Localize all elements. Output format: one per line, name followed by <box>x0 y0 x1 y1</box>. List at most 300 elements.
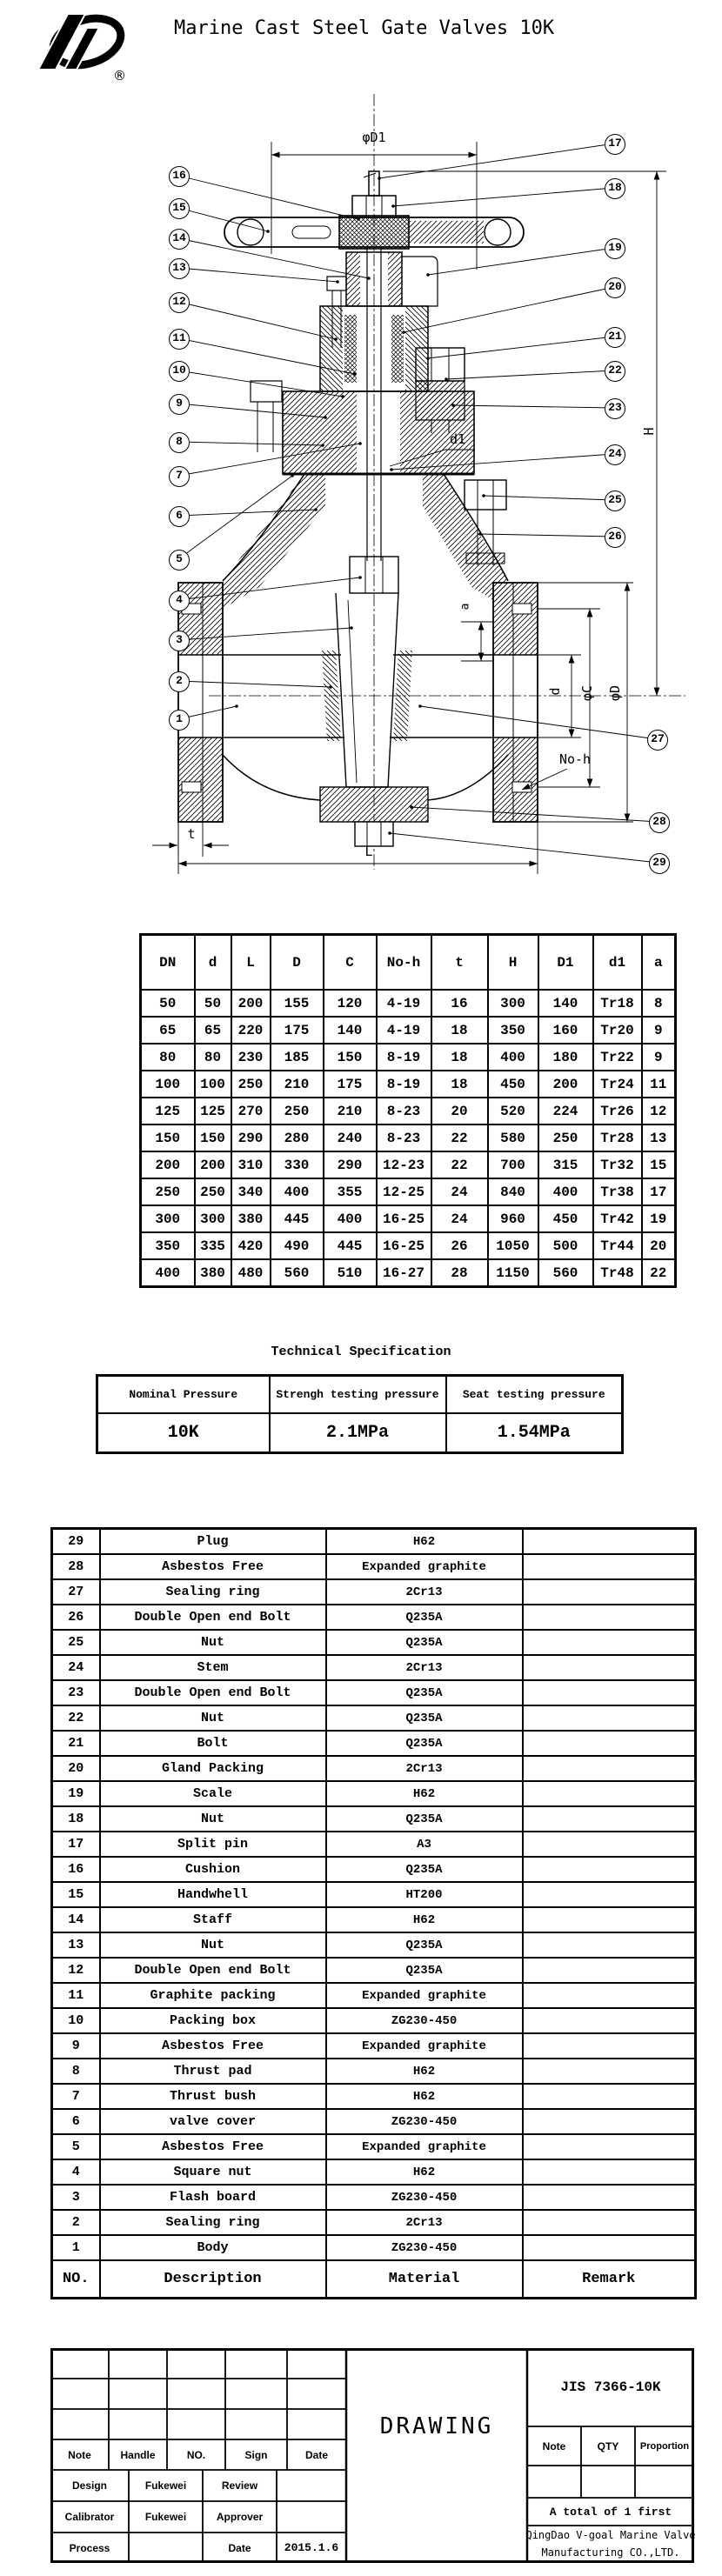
dim-table-cell: 4-19 <box>377 1017 431 1044</box>
bom-table-cell: 2Cr13 <box>326 2210 523 2235</box>
callout-16: 16 <box>169 166 190 187</box>
callout-9: 9 <box>169 394 190 415</box>
dim-table-cell: 200 <box>538 1071 593 1098</box>
callout-4: 4 <box>169 591 190 611</box>
bom-table-cell: 25 <box>52 1630 100 1655</box>
dim-table-cell: 12-23 <box>377 1151 431 1178</box>
dim-column-header: D1 <box>538 935 593 991</box>
dim-table-cell: 26 <box>431 1232 488 1259</box>
bom-table-cell <box>523 1932 696 1958</box>
bom-table-cell: Expanded graphite <box>326 1554 523 1579</box>
bom-table-cell <box>523 1958 696 1983</box>
dim-column-header: a <box>642 935 676 991</box>
bom-table-cell: Q235A <box>326 1705 523 1731</box>
dim-label-t: t <box>187 826 196 842</box>
bom-table-cell: Q235A <box>326 1680 523 1705</box>
bom-table-cell <box>523 1554 696 1579</box>
dim-table-cell: 300 <box>141 1205 195 1232</box>
tb-approver-label: Approver <box>216 2511 264 2523</box>
dim-table-cell: Tr20 <box>593 1017 642 1044</box>
bom-table-cell <box>523 2210 696 2235</box>
bom-table-cell: Packing box <box>100 2008 326 2033</box>
callout-14: 14 <box>169 229 190 250</box>
bom-table-cell: 10 <box>52 2008 100 2033</box>
bom-table-cell <box>523 2235 696 2260</box>
callout-21: 21 <box>605 327 625 348</box>
dim-table-cell: 200 <box>231 990 271 1017</box>
tb-handle-col-label: Handle <box>120 2448 156 2461</box>
bom-table-cell: Expanded graphite <box>326 1983 523 2008</box>
bom-table-cell <box>523 1630 696 1655</box>
dim-table-cell: 16 <box>431 990 488 1017</box>
dim-table-cell: 8-19 <box>377 1044 431 1071</box>
dim-table-cell: 400 <box>538 1178 593 1205</box>
dim-table-cell: 290 <box>231 1124 271 1151</box>
dim-table-cell: 120 <box>324 990 377 1017</box>
dim-table-cell: 490 <box>271 1232 324 1259</box>
dim-column-header: DN <box>141 935 195 991</box>
bom-table-cell: 26 <box>52 1605 100 1630</box>
bom-table-cell: Split pin <box>100 1832 326 1857</box>
dim-table-cell: 8 <box>642 990 676 1017</box>
callout-3: 3 <box>169 631 190 651</box>
dim-table-cell: 240 <box>324 1124 377 1151</box>
dim-table-cell: 100 <box>195 1071 231 1098</box>
dim-column-header: C <box>324 935 377 991</box>
bom-table-cell: Bolt <box>100 1731 326 1756</box>
bom-table-cell: HT200 <box>326 1882 523 1907</box>
dim-table-cell: 80 <box>195 1044 231 1071</box>
dim-table-cell: 580 <box>488 1124 538 1151</box>
dim-table-cell: 250 <box>231 1071 271 1098</box>
dim-table-cell: 210 <box>324 1098 377 1124</box>
bom-table-cell: Nut <box>100 1705 326 1731</box>
callout-20: 20 <box>605 277 625 298</box>
bom-table-cell: Q235A <box>326 1731 523 1756</box>
bom-table-cell: Double Open end Bolt <box>100 1958 326 1983</box>
dim-column-header: d <box>195 935 231 991</box>
dim-table-cell: Tr26 <box>593 1098 642 1124</box>
dim-table-cell: 150 <box>195 1124 231 1151</box>
dim-table-cell: 300 <box>488 990 538 1017</box>
dim-table-cell: 15 <box>642 1151 676 1178</box>
dim-column-header: L <box>231 935 271 991</box>
bom-column-header: NO. <box>52 2260 100 2299</box>
dim-table-cell: 500 <box>538 1232 593 1259</box>
dim-table-cell: 11 <box>642 1071 676 1098</box>
callout-2: 2 <box>169 671 190 692</box>
dim-label-d1: d1 <box>449 431 466 447</box>
bom-table-cell <box>523 2159 696 2185</box>
dim-label-phi-d: φD <box>607 684 623 702</box>
bom-table-cell: 2Cr13 <box>326 1579 523 1605</box>
bom-table-cell <box>523 1907 696 1932</box>
dim-table-cell: 18 <box>431 1017 488 1044</box>
bom-table-cell <box>523 2033 696 2059</box>
dim-label-a: a <box>458 603 472 611</box>
bom-column-header: Material <box>326 2260 523 2299</box>
callout-28: 28 <box>649 812 670 833</box>
callout-13: 13 <box>169 258 190 279</box>
dim-table-cell: 160 <box>538 1017 593 1044</box>
bom-table-cell <box>523 1731 696 1756</box>
bom-table-cell: 9 <box>52 2033 100 2059</box>
bom-table-cell <box>523 1605 696 1630</box>
dim-table-cell: 210 <box>271 1071 324 1098</box>
spec-value-cell: 2.1MPa <box>270 1413 446 1453</box>
callout-19: 19 <box>605 238 625 259</box>
tb-calibrator-name: Fukewei <box>144 2511 187 2523</box>
dim-table-cell: 12 <box>642 1098 676 1124</box>
bom-table-cell: 4 <box>52 2159 100 2185</box>
dim-table-cell: Tr22 <box>593 1044 642 1071</box>
callout-24: 24 <box>605 444 625 465</box>
bom-table-cell: 29 <box>52 1529 100 1555</box>
bom-table-cell: Stem <box>100 1655 326 1680</box>
dim-table-cell: 1050 <box>488 1232 538 1259</box>
tb-date-value: 2015.1.6 <box>284 2541 339 2554</box>
dim-column-header: No-h <box>377 935 431 991</box>
bom-column-header: Description <box>100 2260 326 2299</box>
dim-table-cell: 560 <box>271 1259 324 1287</box>
bom-table-cell: Gland Packing <box>100 1756 326 1781</box>
bom-table-cell: 2Cr13 <box>326 1756 523 1781</box>
dim-table-cell: 840 <box>488 1178 538 1205</box>
dim-table-cell: 300 <box>195 1205 231 1232</box>
spec-title: Technical Specification <box>271 1345 451 1359</box>
bom-table-cell: 2Cr13 <box>326 1655 523 1680</box>
dim-table-cell: 445 <box>324 1232 377 1259</box>
bom-table-cell: Q235A <box>326 1932 523 1958</box>
dim-table-cell: 125 <box>141 1098 195 1124</box>
dim-table-cell: 350 <box>141 1232 195 1259</box>
dim-table-cell: 355 <box>324 1178 377 1205</box>
tb-qty-note-label: Note <box>542 2439 566 2453</box>
dim-table-cell: 65 <box>195 1017 231 1044</box>
tb-qty-label: QTY <box>597 2439 619 2453</box>
bom-table-cell <box>523 2185 696 2210</box>
dim-table-cell: 18 <box>431 1071 488 1098</box>
spec-column-header: Nominal Pressure <box>97 1376 270 1414</box>
bom-table-cell <box>523 1832 696 1857</box>
bom-table-cell: 28 <box>52 1554 100 1579</box>
dim-table-cell: 180 <box>538 1044 593 1071</box>
dim-table-cell: 445 <box>271 1205 324 1232</box>
callout-12: 12 <box>169 292 190 313</box>
dim-table-cell: 12-25 <box>377 1178 431 1205</box>
tb-no-col-label: NO. <box>186 2448 206 2461</box>
dim-table-cell: 16-27 <box>377 1259 431 1287</box>
dim-table-cell: 250 <box>271 1098 324 1124</box>
bom-table-cell: ZG230-450 <box>326 2109 523 2134</box>
dim-table-cell: 330 <box>271 1151 324 1178</box>
dim-table-cell: Tr32 <box>593 1151 642 1178</box>
bom-table-cell <box>523 2109 696 2134</box>
parts-list-table <box>50 1527 697 2299</box>
callout-5: 5 <box>169 550 190 571</box>
dim-table-cell: Tr44 <box>593 1232 642 1259</box>
bom-table-cell <box>523 1882 696 1907</box>
callout-22: 22 <box>605 361 625 382</box>
bom-table-cell <box>523 1983 696 2008</box>
bom-table-cell: Graphite packing <box>100 1983 326 2008</box>
dim-table-cell: 22 <box>431 1124 488 1151</box>
bom-table-cell: Nut <box>100 1630 326 1655</box>
spec-value-cell: 1.54MPa <box>446 1413 623 1453</box>
bom-table-cell: Thrust pad <box>100 2059 326 2084</box>
bom-table-cell: Cushion <box>100 1857 326 1882</box>
dim-table-cell: 480 <box>231 1259 271 1287</box>
dim-table-cell: 224 <box>538 1098 593 1124</box>
bom-table-cell <box>523 1655 696 1680</box>
dim-table-cell: 200 <box>141 1151 195 1178</box>
dim-label-h: H <box>641 427 657 436</box>
dim-table-cell: 270 <box>231 1098 271 1124</box>
bom-table-cell <box>523 1680 696 1705</box>
bom-table-cell <box>523 1781 696 1806</box>
dim-table-cell: Tr42 <box>593 1205 642 1232</box>
dim-table-cell: 150 <box>141 1124 195 1151</box>
bom-table-cell: Body <box>100 2235 326 2260</box>
dim-table-cell: 8-19 <box>377 1071 431 1098</box>
dim-table-cell: 220 <box>231 1017 271 1044</box>
dim-table-cell: Tr24 <box>593 1071 642 1098</box>
bom-table-cell: 16 <box>52 1857 100 1882</box>
bom-table-cell: Staff <box>100 1907 326 1932</box>
bom-table-cell: Q235A <box>326 1857 523 1882</box>
tb-company-line2: Manufacturing CO.,LTD. <box>541 2546 680 2559</box>
dim-table-cell: 24 <box>431 1178 488 1205</box>
dim-table-cell: 560 <box>538 1259 593 1287</box>
dim-table-cell: 125 <box>195 1098 231 1124</box>
bom-table-cell: 11 <box>52 1983 100 2008</box>
bom-table-cell: H62 <box>326 2084 523 2109</box>
dim-table-cell: 250 <box>195 1178 231 1205</box>
registered-mark: ® <box>113 68 126 83</box>
bom-table-cell <box>523 2084 696 2109</box>
bom-table-cell <box>523 1756 696 1781</box>
dim-table-cell: 50 <box>141 990 195 1017</box>
dim-column-header: D <box>271 935 324 991</box>
bom-table-cell: 12 <box>52 1958 100 1983</box>
callout-7: 7 <box>169 466 190 487</box>
callout-26: 26 <box>605 527 625 548</box>
tb-company-line1: QingDao V-goal Marine Valve <box>525 2529 696 2541</box>
dim-table-cell: 185 <box>271 1044 324 1071</box>
bom-table-cell: 17 <box>52 1832 100 1857</box>
dim-table-cell: 315 <box>538 1151 593 1178</box>
bom-table-cell <box>523 1529 696 1555</box>
bom-table-cell: H62 <box>326 2059 523 2084</box>
dimension-table <box>139 933 677 1288</box>
dim-table-cell: 380 <box>231 1205 271 1232</box>
dim-table-cell: 140 <box>538 990 593 1017</box>
spec-column-header: Seat testing pressure <box>446 1376 623 1414</box>
dim-table-cell: 155 <box>271 990 324 1017</box>
dim-table-cell: 9 <box>642 1044 676 1071</box>
dim-table-cell: 16-25 <box>377 1205 431 1232</box>
dim-table-cell: 22 <box>431 1151 488 1178</box>
dim-label-phi-c: φC <box>579 684 595 702</box>
dim-table-cell: 400 <box>271 1178 324 1205</box>
dim-table-cell: 520 <box>488 1098 538 1124</box>
dim-table-cell: 290 <box>324 1151 377 1178</box>
bom-table-cell: 22 <box>52 1705 100 1731</box>
dim-table-cell: 150 <box>324 1044 377 1071</box>
dim-table-cell: 80 <box>141 1044 195 1071</box>
tb-calibrator-label: Calibrator <box>64 2511 115 2523</box>
dim-table-cell: 22 <box>642 1259 676 1287</box>
callout-17: 17 <box>605 134 625 155</box>
bom-table-cell: ZG230-450 <box>326 2008 523 2033</box>
tb-process-label: Process <box>69 2541 110 2554</box>
dim-table-cell: 8-23 <box>377 1098 431 1124</box>
bom-table-cell: 19 <box>52 1781 100 1806</box>
callout-27: 27 <box>647 730 668 751</box>
bom-table-cell: Flash board <box>100 2185 326 2210</box>
dim-table-cell: 350 <box>488 1017 538 1044</box>
tb-standard-number: JIS 7366-10K <box>560 2379 661 2395</box>
bom-table-cell: Handwhell <box>100 1882 326 1907</box>
tb-design-name: Fukewei <box>144 2479 187 2492</box>
dim-table-cell: 24 <box>431 1205 488 1232</box>
bom-table-cell: 2 <box>52 2210 100 2235</box>
dim-column-header: H <box>488 935 538 991</box>
bom-table-cell: 8 <box>52 2059 100 2084</box>
dim-table-cell: Tr38 <box>593 1178 642 1205</box>
bom-table-cell <box>523 2134 696 2159</box>
callout-23: 23 <box>605 398 625 419</box>
dim-label-phi-d1: φD1 <box>362 130 386 145</box>
bom-table-cell: Q235A <box>326 1958 523 1983</box>
dim-table-cell: 175 <box>271 1017 324 1044</box>
dim-label-d: d <box>547 687 563 696</box>
spec-column-header: Strengh testing pressure <box>270 1376 446 1414</box>
tb-proportion-label: Proportion <box>639 2440 690 2452</box>
bom-table-cell: Square nut <box>100 2159 326 2185</box>
callout-8: 8 <box>169 432 190 453</box>
spec-value-cell: 10K <box>97 1413 270 1453</box>
tb-note-col-label: Note <box>68 2448 91 2461</box>
bom-table-cell: 14 <box>52 1907 100 1932</box>
bom-table-cell: Asbestos Free <box>100 2134 326 2159</box>
tb-review-label: Review <box>221 2479 258 2492</box>
dim-table-cell: 100 <box>141 1071 195 1098</box>
bom-table-cell: ZG230-450 <box>326 2185 523 2210</box>
bom-table-cell: ZG230-450 <box>326 2235 523 2260</box>
dim-table-cell: 1150 <box>488 1259 538 1287</box>
bom-table-cell: 5 <box>52 2134 100 2159</box>
callout-18: 18 <box>605 178 625 199</box>
callout-15: 15 <box>169 198 190 219</box>
dim-table-cell: 420 <box>231 1232 271 1259</box>
callout-11: 11 <box>169 329 190 350</box>
bom-table-cell <box>523 1857 696 1882</box>
bom-table-cell: H62 <box>326 1781 523 1806</box>
bom-table-cell <box>523 2059 696 2084</box>
tb-drawing-title: DRAWING <box>379 2413 494 2439</box>
dim-table-cell: 8-23 <box>377 1124 431 1151</box>
bom-table-cell: 24 <box>52 1655 100 1680</box>
dim-table-cell: 340 <box>231 1178 271 1205</box>
dim-table-cell: 700 <box>488 1151 538 1178</box>
dim-table-cell: 335 <box>195 1232 231 1259</box>
callout-25: 25 <box>605 491 625 511</box>
page-title: Marine Cast Steel Gate Valves 10K <box>174 17 555 39</box>
dim-table-cell: 175 <box>324 1071 377 1098</box>
dim-column-header: t <box>431 935 488 991</box>
bom-table-cell: H62 <box>326 1907 523 1932</box>
tb-sign-col-label: Sign <box>244 2448 268 2461</box>
bom-table-cell <box>523 1579 696 1605</box>
dim-table-cell: 16-25 <box>377 1232 431 1259</box>
bom-table-cell: 15 <box>52 1882 100 1907</box>
callout-6: 6 <box>169 506 190 527</box>
dim-table-cell: 400 <box>488 1044 538 1071</box>
callout-10: 10 <box>169 361 190 382</box>
dim-table-cell: 450 <box>538 1205 593 1232</box>
dim-table-cell: 510 <box>324 1259 377 1287</box>
dim-label-no-h: No-h <box>558 751 592 767</box>
dim-table-cell: 310 <box>231 1151 271 1178</box>
dim-table-cell: 4-19 <box>377 990 431 1017</box>
dim-label-l: L <box>364 844 373 859</box>
bom-table-cell: Q235A <box>326 1806 523 1832</box>
bom-table-cell: Sealing ring <box>100 2210 326 2235</box>
tb-date-label: Date <box>228 2541 251 2554</box>
dim-table-cell: 250 <box>141 1178 195 1205</box>
dim-table-cell: 400 <box>141 1259 195 1287</box>
bom-table-cell: H62 <box>326 1529 523 1555</box>
dim-table-cell: 450 <box>488 1071 538 1098</box>
dim-table-cell: 50 <box>195 990 231 1017</box>
bom-table-cell: H62 <box>326 2159 523 2185</box>
bom-table-cell: Scale <box>100 1781 326 1806</box>
dim-table-cell: 400 <box>324 1205 377 1232</box>
bom-table-cell <box>523 1806 696 1832</box>
bom-table-cell: A3 <box>326 1832 523 1857</box>
bom-column-header: Remark <box>523 2260 696 2299</box>
bom-table-cell: 1 <box>52 2235 100 2260</box>
bom-table-cell: Q235A <box>326 1630 523 1655</box>
bom-table-cell: 7 <box>52 2084 100 2109</box>
bom-table-cell: Plug <box>100 1529 326 1555</box>
valve-drawing-area <box>0 0 722 926</box>
dim-table-cell: 200 <box>195 1151 231 1178</box>
dim-table-cell: 20 <box>431 1098 488 1124</box>
bom-table-cell: 3 <box>52 2185 100 2210</box>
bom-table-cell: Sealing ring <box>100 1579 326 1605</box>
dim-table-cell: 65 <box>141 1017 195 1044</box>
dim-table-cell: 9 <box>642 1017 676 1044</box>
bom-table-cell: Expanded graphite <box>326 2033 523 2059</box>
dim-table-cell: 230 <box>231 1044 271 1071</box>
bom-table-cell: 6 <box>52 2109 100 2134</box>
dim-column-header: d1 <box>593 935 642 991</box>
tb-design-label: Design <box>71 2479 107 2492</box>
tb-total-note: A total of 1 first <box>549 2505 672 2519</box>
bom-table-cell: 20 <box>52 1756 100 1781</box>
bom-table-cell: Expanded graphite <box>326 2134 523 2159</box>
dim-table-cell: Tr48 <box>593 1259 642 1287</box>
dim-table-cell: 140 <box>324 1017 377 1044</box>
bom-table-cell: Asbestos Free <box>100 2033 326 2059</box>
dim-table-cell: 17 <box>642 1178 676 1205</box>
bom-table-cell <box>523 2008 696 2033</box>
callout-29: 29 <box>649 853 670 874</box>
bom-table-cell: 27 <box>52 1579 100 1605</box>
dim-table-cell: 28 <box>431 1259 488 1287</box>
